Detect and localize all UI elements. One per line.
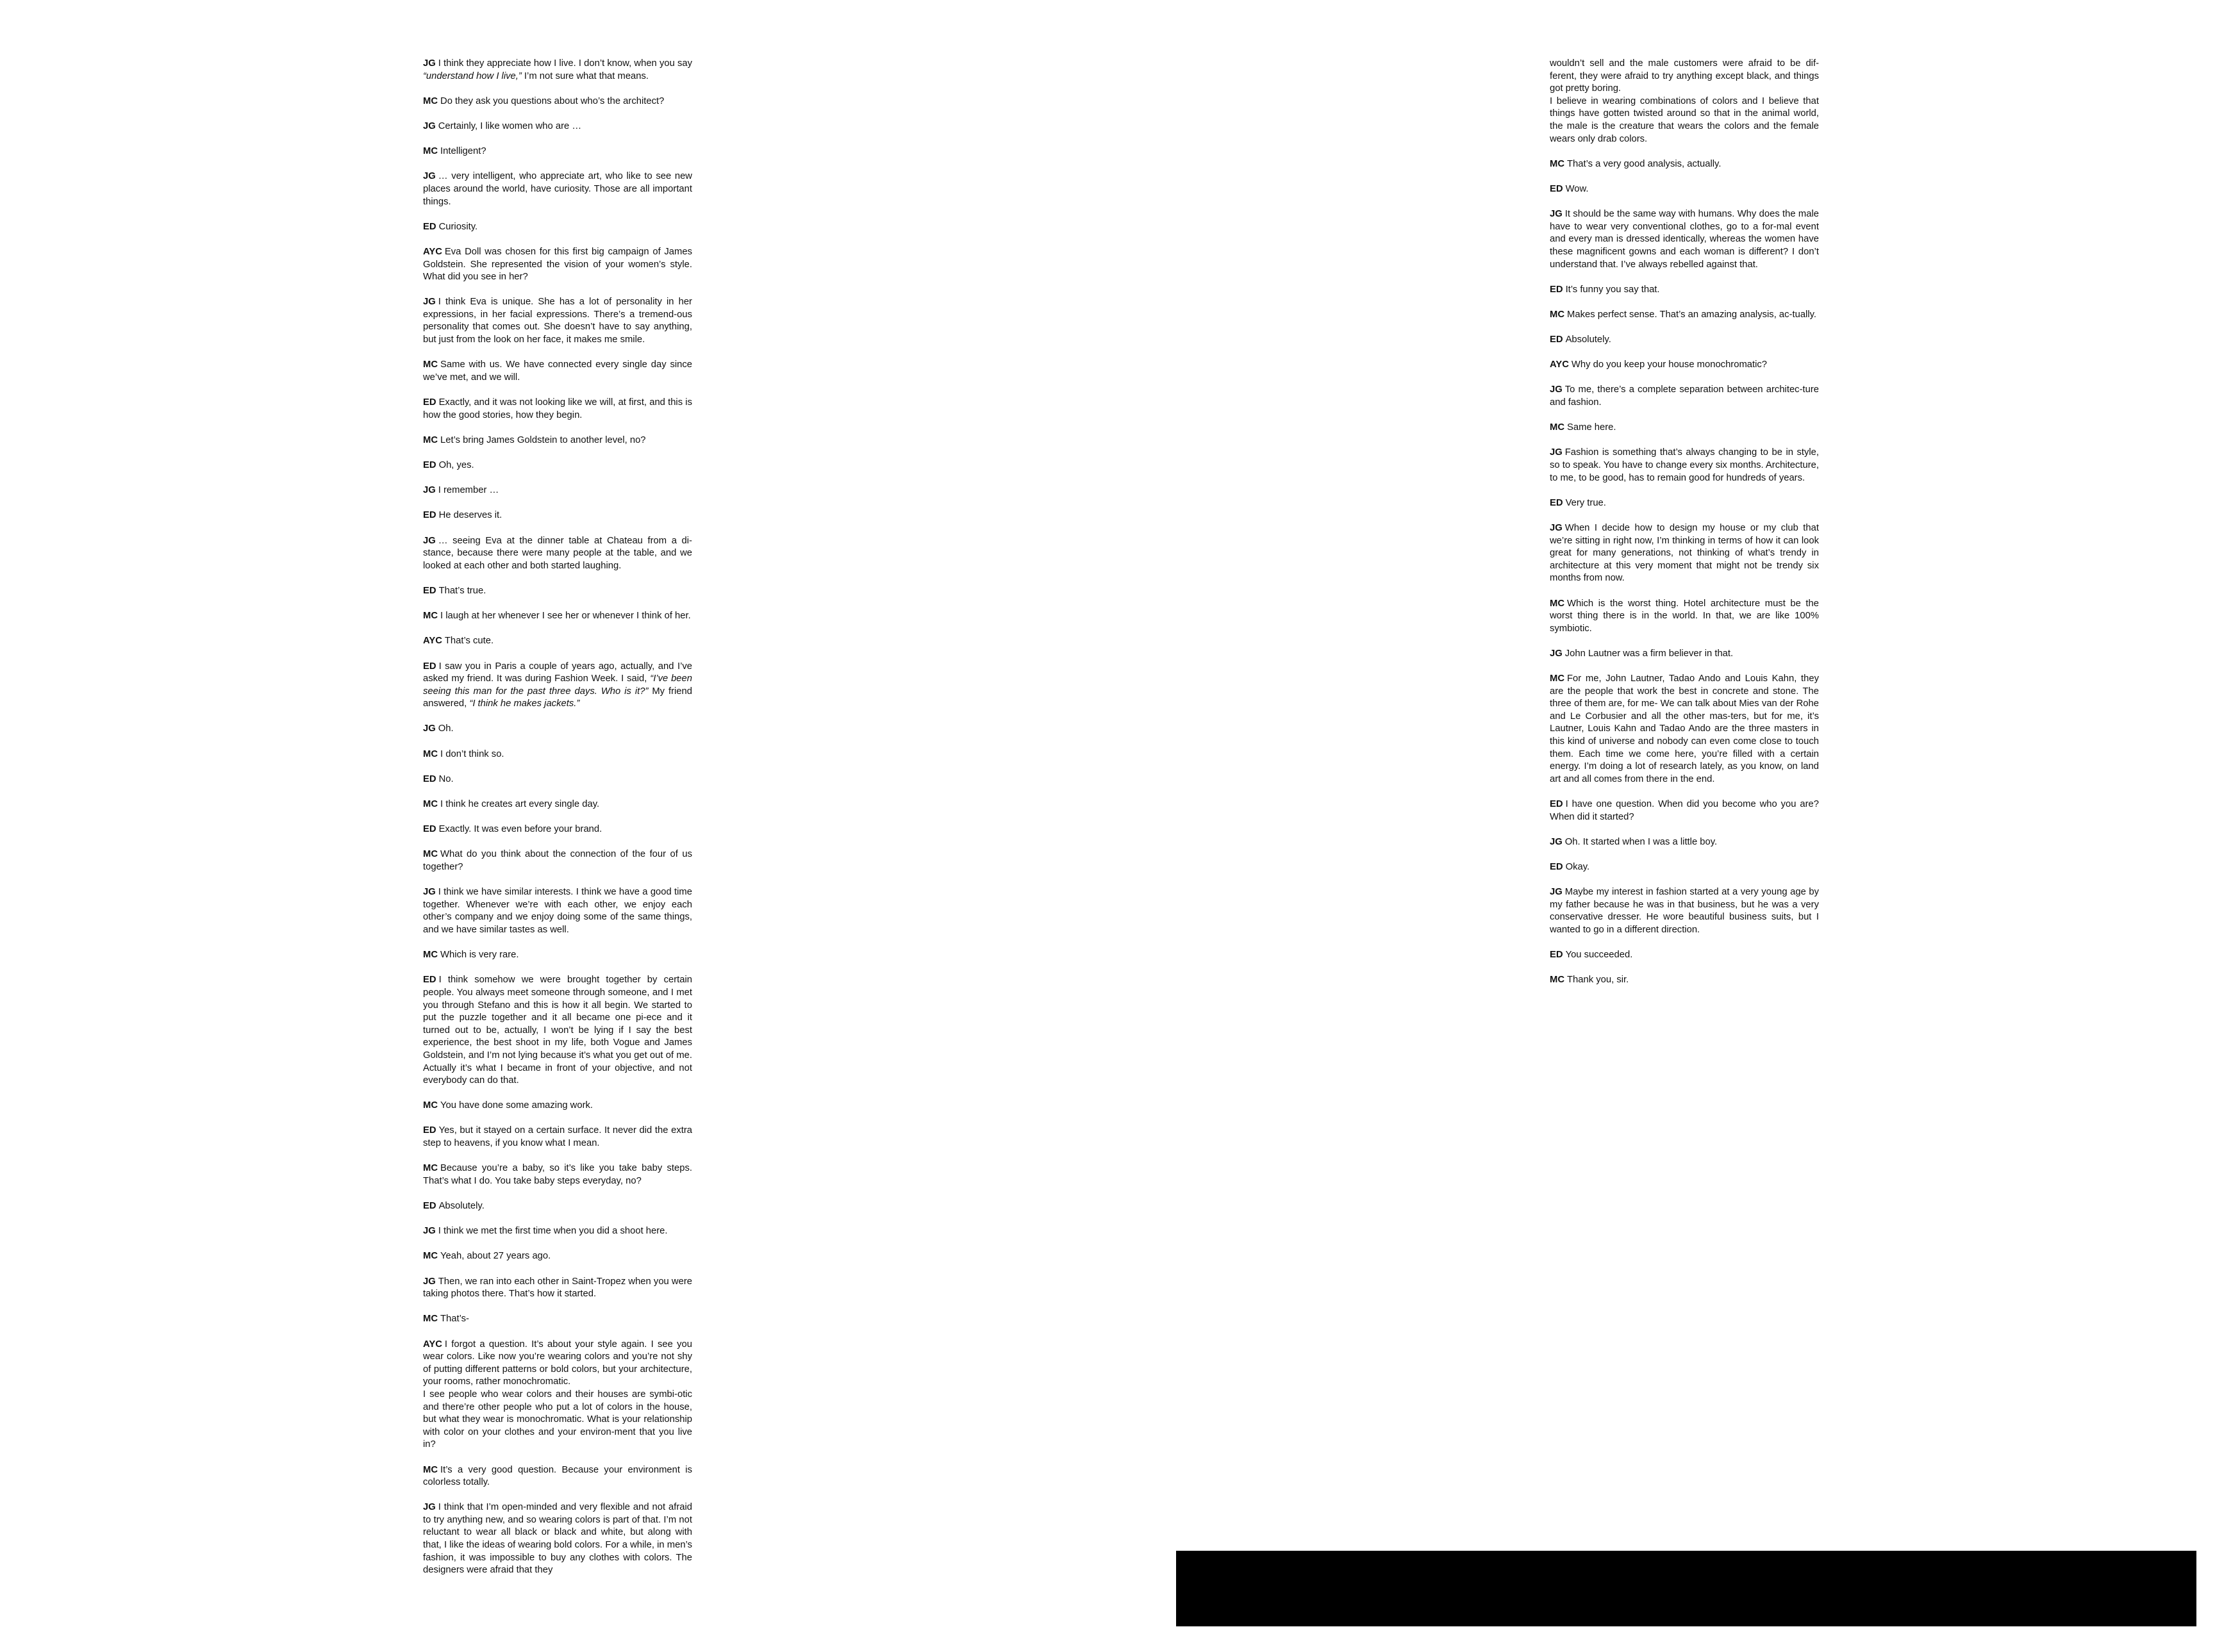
dialogue-paragraph: [423, 748, 692, 761]
dialogue-text: Do they ask you questions about who’s the architect?: [440, 95, 665, 106]
black-block: [1176, 1551, 2196, 1626]
dialogue-text: Intelligent?: [440, 146, 486, 157]
dialogue-paragraph: [1550, 598, 1819, 636]
dialogue-paragraph: [1550, 673, 1819, 786]
dialogue-text: I remember …: [438, 485, 499, 496]
speaker-label: ED: [1550, 284, 1563, 295]
quoted-text: “understand how I live,”: [423, 70, 522, 81]
dialogue-paragraph: [1550, 836, 1819, 849]
speaker-label: JG: [423, 58, 436, 69]
dialogue-text: … very intelligent, who appreciate art, who like to see new places around the world, have curiosity. Those are all important things.: [423, 171, 692, 207]
dialogue-paragraph: [1550, 447, 1819, 484]
speaker-label: MC: [423, 748, 438, 759]
speaker-label: MC: [1550, 309, 1565, 320]
speaker-label: ED: [423, 510, 436, 521]
dialogue-text: John Lautner was a firm believer in that.: [1564, 648, 1734, 659]
dialogue-text: Curiosity.: [438, 221, 478, 232]
dialogue-paragraph: [423, 1162, 692, 1187]
dialogue-paragraph: [1550, 58, 1819, 95]
dialogue-paragraph: [423, 1501, 692, 1577]
speaker-label: ED: [423, 975, 436, 986]
speaker-label: ED: [423, 460, 436, 470]
dialogue-text: You have done some amazing work.: [440, 1100, 593, 1111]
dialogue-paragraph: [423, 246, 692, 284]
speaker-label: ED: [1550, 799, 1563, 810]
dialogue-paragraph: [423, 296, 692, 346]
dialogue-text: My friend answered,: [423, 686, 692, 709]
quoted-text: “I think he makes jackets.”: [469, 698, 580, 709]
dialogue-text: I think that I’m open-minded and very flexible and not afraid to try anything new, and so wearing colors is part of that. I’m not reluctant to wear all black or black and white, but along with that, I like the ideas of wearing bold colors. For a while, in men’s fashion, it was impossible to buy any clothes with colors. The designers were afraid that they: [423, 1502, 692, 1576]
speaker-label: MC: [1550, 158, 1565, 169]
speaker-label: MC: [1550, 422, 1565, 433]
dialogue-text: Yes, but it stayed on a certain surface. It never did the extra step to heavens, if you know what I mean.: [423, 1125, 692, 1149]
dialogue-text: Which is very rare.: [440, 950, 519, 961]
dialogue-paragraph: [423, 1225, 692, 1238]
dialogue-paragraph: [1550, 334, 1819, 347]
dialogue-paragraph: [423, 1200, 692, 1213]
speaker-label: ED: [423, 773, 436, 784]
dialogue-paragraph: [423, 1276, 692, 1301]
speaker-label: ED: [423, 1125, 436, 1136]
dialogue-text: I don’t think so.: [440, 748, 504, 759]
dialogue-text: I think they appreciate how I live. I don’t know, when you say: [438, 58, 692, 69]
speaker-label: ED: [423, 585, 436, 596]
dialogue-text: Maybe my interest in fashion started at a very young age by my father because he was in that business, but he was a very conservative dresser. He wore beautiful business suits, but I wanted to go in a different direction.: [1550, 887, 1819, 935]
speaker-label: MC: [423, 1163, 438, 1174]
dialogue-paragraph: [423, 509, 692, 522]
speaker-label: MC: [423, 95, 438, 106]
dialogue-paragraph: [1550, 798, 1819, 823]
speaker-label: ED: [1550, 335, 1563, 345]
dialogue-text: I laugh at her whenever I see her or whenever I think of her.: [440, 611, 691, 622]
dialogue-paragraph: [423, 397, 692, 422]
dialogue-text: Then, we ran into each other in Saint-Tropez when you were taking photos there. That’s how it started.: [423, 1276, 692, 1300]
dialogue-paragraph: [1550, 208, 1819, 271]
speaker-label: AYC: [1550, 359, 1569, 370]
dialogue-text: Certainly, I like women who are …: [438, 120, 582, 131]
speaker-label: MC: [1550, 598, 1565, 609]
dialogue-text: I think he creates art every single day.: [440, 799, 600, 810]
dialogue-paragraph: [1550, 974, 1819, 987]
dialogue-text: Which is the worst thing. Hotel architecture must be the worst thing there is in the world. In that, we are like 100% symbiotic.: [1550, 598, 1819, 634]
dialogue-paragraph: [1550, 359, 1819, 372]
dialogue-paragraph: [423, 58, 692, 83]
dialogue-text: I think somehow we were brought together by certain people. You always meet someone through someone, and I met you through Stefano and this is how it all begin. We started to put the puzzle together and it all became one pi-ece and it turned out to be, actually, I won’t be lying if I say the best experience, the best shoot in my life, both Vogue and James Goldstein, and I’m not lying because it’s what you get out of me. Actually it’s what I became in front of your objective, and not everybody can do that.: [423, 975, 692, 1086]
dialogue-text: I think we have similar interests. I think we have a good time together. Whenever we’re with each other, we enjoy each other’s company and we enjoy doing some of the same things, and we have similar tastes as well.: [423, 887, 692, 935]
dialogue-paragraph: [423, 949, 692, 962]
dialogue-paragraph: [1550, 284, 1819, 297]
speaker-label: MC: [423, 1314, 438, 1325]
dialogue-text: Makes perfect sense. That’s an amazing analysis, ac-tually.: [1567, 309, 1817, 320]
dialogue-text: I have one question. When did you become who you are? When did it started?: [1550, 799, 1819, 822]
dialogue-paragraph: [423, 1464, 692, 1489]
dialogue-text: Eva Doll was chosen for this first big campaign of James Goldstein. She represented the vision of your women’s style. What did you see in her?: [423, 246, 692, 283]
right-text-column: [1550, 58, 1819, 1000]
speaker-label: AYC: [423, 246, 442, 257]
dialogue-paragraph: [1550, 183, 1819, 196]
speaker-label: MC: [423, 799, 438, 810]
dialogue-paragraph: [423, 120, 692, 133]
dialogue-text: Very true.: [1565, 497, 1606, 508]
dialogue-text: Absolutely.: [438, 1201, 485, 1212]
dialogue-text: It should be the same way with humans. Why does the male have to wear very conventional clothes, go to a for-mal event and every man is dressed identically, whereas the women have these magnificent gowns and each woman is different? I don’t understand that. I’ve always rebelled against that.: [1550, 209, 1819, 270]
speaker-label: MC: [1550, 975, 1565, 986]
dialogue-paragraph: [1550, 422, 1819, 434]
quoted-text: “I’ve been seeing this man for the past three days. Who is it?”: [423, 673, 692, 697]
speaker-label: JG: [423, 1276, 436, 1287]
speaker-label: ED: [1550, 862, 1563, 872]
speaker-label: JG: [423, 723, 436, 734]
speaker-label: JG: [423, 171, 436, 182]
dialogue-paragraph: [423, 1339, 692, 1389]
speaker-label: MC: [423, 611, 438, 622]
dialogue-text: wouldn’t sell and the male customers were afraid to be dif-ferent, they were afraid to try anything except black, and things got pretty boring.: [1550, 58, 1819, 94]
speaker-label: JG: [423, 1502, 436, 1513]
dialogue-text: I think Eva is unique. She has a lot of personality in her expressions, in her facial expressions. There’s a tremend-ous personality that comes out. She doesn’t have to say anything, but just from the look on her face, it makes me smile.: [423, 297, 692, 345]
dialogue-paragraph: [423, 798, 692, 811]
dialogue-text: To me, there’s a complete separation between architec-ture and fashion.: [1550, 384, 1819, 408]
dialogue-text: No.: [438, 773, 454, 784]
dialogue-text: You succeeded.: [1565, 950, 1633, 961]
dialogue-paragraph: [423, 823, 692, 836]
dialogue-text: Same with us. We have connected every single day since we’ve met, and we will.: [423, 359, 692, 383]
dialogue-text: I believe in wearing combinations of colors and I believe that things have gotten twisted around so that in the animal world, the male is the creature that wears the colors and the female wears only drab colors.: [1550, 95, 1819, 144]
dialogue-text: For me, John Lautner, Tadao Ando and Louis Kahn, they are the people that work the best in concrete and stone. The three of them are, for me- We can talk about Mies van der Rohe and Le Corbusier and all the other mas-ters, but for me, it’s Lautner, Louis Kahn and Tadao Ando are the three masters in this kind of universe and nobody can even come close to touch them. Each time we come here, you’re filled with a certain energy. I’m doing a lot of research lately, as you know, on land art and all comes from there in the end.: [1550, 673, 1819, 784]
dialogue-paragraph: [423, 359, 692, 384]
speaker-label: ED: [1550, 950, 1563, 961]
dialogue-text: What do you think about the connection of the four of us together?: [423, 849, 692, 872]
speaker-label: JG: [1550, 887, 1563, 898]
dialogue-paragraph: [423, 1313, 692, 1326]
speaker-label: ED: [423, 1201, 436, 1212]
speaker-label: AYC: [423, 636, 442, 647]
speaker-label: ED: [1550, 183, 1563, 194]
dialogue-text: When I decide how to design my house or my club that we’re sitting in right now, I’m thinking in terms of how it can look great for many generations, not thinking of what’s trendy in architecture at this very moment that might not be trendy six months from now.: [1550, 522, 1819, 584]
dialogue-text: Exactly, and it was not looking like we will, at first, and this is how the good stories, how they begin.: [423, 397, 692, 420]
left-text-column: [423, 58, 692, 1589]
dialogue-text: Okay.: [1565, 862, 1590, 872]
speaker-label: JG: [1550, 836, 1563, 847]
dialogue-text: I forgot a question. It’s about your style again. I see you wear colors. Like now you’re wearing colors and you’re not shy of putting different patterns or bold colors, but your architecture, your rooms, rather monochromatic.: [423, 1339, 692, 1387]
speaker-label: AYC: [423, 1339, 442, 1350]
dialogue-paragraph: [1550, 309, 1819, 322]
dialogue-text: Wow.: [1565, 183, 1589, 194]
dialogue-paragraph: [423, 1125, 692, 1150]
dialogue-text: Let’s bring James Goldstein to another level, no?: [440, 434, 646, 445]
speaker-label: JG: [423, 535, 436, 546]
dialogue-paragraph: [423, 95, 692, 108]
dialogue-text: It’s a very good question. Because your environment is colorless totally.: [423, 1464, 692, 1488]
speaker-label: MC: [423, 146, 438, 157]
speaker-label: JG: [423, 297, 436, 308]
dialogue-text: That’s-: [440, 1314, 469, 1325]
speaker-label: ED: [423, 221, 436, 232]
speaker-label: JG: [1550, 384, 1563, 395]
speaker-label: ED: [1550, 497, 1563, 508]
dialogue-text: Same here.: [1567, 422, 1616, 433]
dialogue-paragraph: [423, 585, 692, 598]
dialogue-paragraph: [1550, 949, 1819, 962]
dialogue-paragraph: [1550, 861, 1819, 874]
dialogue-text: That’s cute.: [444, 636, 494, 647]
dialogue-text: I think we met the first time when you did a shoot here.: [438, 1226, 668, 1237]
dialogue-paragraph: [423, 1100, 692, 1112]
dialogue-paragraph: [423, 661, 692, 711]
speaker-label: JG: [423, 1226, 436, 1237]
dialogue-paragraph: [423, 535, 692, 573]
speaker-label: MC: [423, 1100, 438, 1111]
speaker-label: JG: [1550, 447, 1563, 458]
dialogue-text: That’s a very good analysis, actually.: [1567, 158, 1721, 169]
dialogue-text: Yeah, about 27 years ago.: [440, 1251, 551, 1262]
dialogue-text: I’m not sure what that means.: [521, 70, 649, 81]
dialogue-paragraph: [1550, 648, 1819, 661]
dialogue-paragraph: [423, 145, 692, 158]
dialogue-text: Thank you, sir.: [1567, 975, 1629, 986]
speaker-label: ED: [423, 824, 436, 835]
speaker-label: JG: [423, 887, 436, 898]
speaker-label: JG: [1550, 209, 1563, 220]
dialogue-paragraph: [423, 1250, 692, 1263]
dialogue-paragraph: [423, 610, 692, 623]
speaker-label: ED: [423, 397, 436, 408]
dialogue-paragraph: [423, 773, 692, 786]
dialogue-text: That’s true.: [438, 585, 486, 596]
speaker-label: MC: [423, 950, 438, 961]
speaker-label: MC: [423, 849, 438, 860]
dialogue-paragraph: [423, 170, 692, 208]
dialogue-text: Oh.: [438, 723, 454, 734]
dialogue-text: I saw you in Paris a couple of years ago, actually, and I’ve asked my friend. It was during Fashion Week. I said,: [423, 661, 692, 684]
dialogue-paragraph: [1550, 95, 1819, 145]
dialogue-text: Because you’re a baby, so it’s like you take baby steps. That’s what I do. You take baby steps everyday, no?: [423, 1163, 692, 1186]
speaker-label: MC: [423, 1464, 438, 1475]
speaker-label: JG: [1550, 522, 1563, 533]
dialogue-text: Why do you keep your house monochromatic?: [1571, 359, 1768, 370]
dialogue-paragraph: [423, 1389, 692, 1451]
dialogue-paragraph: [423, 886, 692, 936]
dialogue-paragraph: [1550, 158, 1819, 171]
speaker-label: JG: [423, 120, 436, 131]
dialogue-paragraph: [1550, 497, 1819, 510]
speaker-label: MC: [423, 1251, 438, 1262]
dialogue-text: Oh, yes.: [438, 460, 474, 470]
speaker-label: MC: [1550, 673, 1565, 684]
dialogue-text: Exactly. It was even before your brand.: [438, 824, 602, 835]
dialogue-paragraph: [423, 459, 692, 472]
dialogue-paragraph: [423, 434, 692, 447]
dialogue-text: Fashion is something that’s always changing to be in style, so to speak. You have to change every six months. Architecture, to me, to be good, has to remain good for hundreds of years.: [1550, 447, 1819, 483]
dialogue-paragraph: [423, 484, 692, 497]
dialogue-paragraph: [1550, 384, 1819, 409]
dialogue-text: Oh. It started when I was a little boy.: [1564, 836, 1718, 847]
dialogue-paragraph: [1550, 522, 1819, 585]
dialogue-paragraph: [1550, 886, 1819, 936]
speaker-label: MC: [423, 434, 438, 445]
dialogue-text: It’s funny you say that.: [1565, 284, 1660, 295]
dialogue-paragraph: [423, 635, 692, 648]
dialogue-text: I see people who wear colors and their houses are symbi-otic and there’re other people who put a lot of colors in the house, but what they wear is monochromatic. What is your relationship with color on your clothes and your environ-ment that you live in?: [423, 1389, 692, 1450]
speaker-label: ED: [423, 661, 436, 672]
dialogue-text: … seeing Eva at the dinner table at Chateau from a di-stance, because there were many people at the table, and we looked at each other and both started laughing.: [423, 535, 692, 571]
dialogue-paragraph: [423, 723, 692, 736]
dialogue-paragraph: [423, 974, 692, 1087]
dialogue-text: He deserves it.: [438, 510, 502, 521]
dialogue-text: Absolutely.: [1565, 335, 1611, 345]
dialogue-paragraph: [423, 848, 692, 873]
speaker-label: JG: [1550, 648, 1563, 659]
speaker-label: MC: [423, 359, 438, 370]
dialogue-paragraph: [423, 221, 692, 234]
speaker-label: JG: [423, 485, 436, 496]
